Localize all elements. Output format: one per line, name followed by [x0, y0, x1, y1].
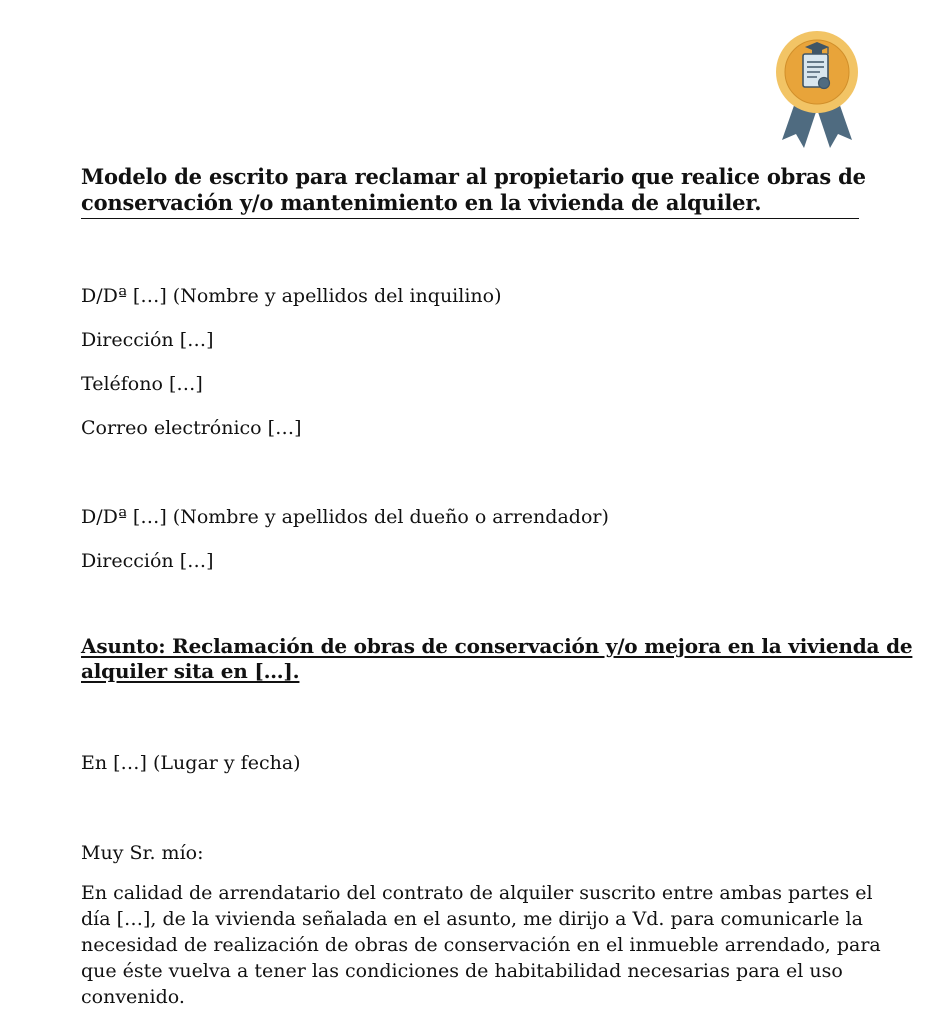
landlord-address: Dirección […] — [81, 550, 214, 572]
tenant-phone: Teléfono […] — [81, 373, 203, 395]
place-date: En […] (Lugar y fecha) — [81, 752, 301, 774]
tenant-address: Dirección […] — [81, 329, 214, 351]
body-paragraph — [81, 880, 881, 1010]
title-line: conservación y/o mantenimiento en la vivienda de alquiler. — [81, 190, 762, 215]
certificate-award-ribbon-icon — [772, 28, 862, 150]
body-line: En calidad de arrendatario del contrato de alquiler suscrito entre ambas partes el — [81, 882, 873, 904]
landlord-name: D/Dª […] (Nombre y apellidos del dueño o arrendador) — [81, 506, 609, 528]
body-line: día […], de la vivienda señalada en el asunto, me dirijo a Vd. para comunicarle la — [81, 908, 863, 930]
subject-heading — [81, 634, 913, 684]
tenant-name: D/Dª […] (Nombre y apellidos del inquilino) — [81, 285, 502, 307]
salutation: Muy Sr. mío: — [81, 842, 204, 864]
body-line: convenido. — [81, 986, 185, 1008]
body-line: que éste vuelva a tener las condiciones de habitabilidad necesarias para el uso — [81, 960, 843, 982]
subject-line: Asunto: Reclamación de obras de conservación y/o mejora en la vivienda de — [81, 634, 913, 658]
title-line: Modelo de escrito para reclamar al propietario que realice obras de — [81, 164, 866, 189]
subject-line: alquiler sita en […]. — [81, 659, 300, 683]
body-line: necesidad de realización de obras de conservación en el inmueble arrendado, para — [81, 934, 881, 956]
document-title — [81, 164, 866, 219]
tenant-email: Correo electrónico […] — [81, 417, 302, 439]
